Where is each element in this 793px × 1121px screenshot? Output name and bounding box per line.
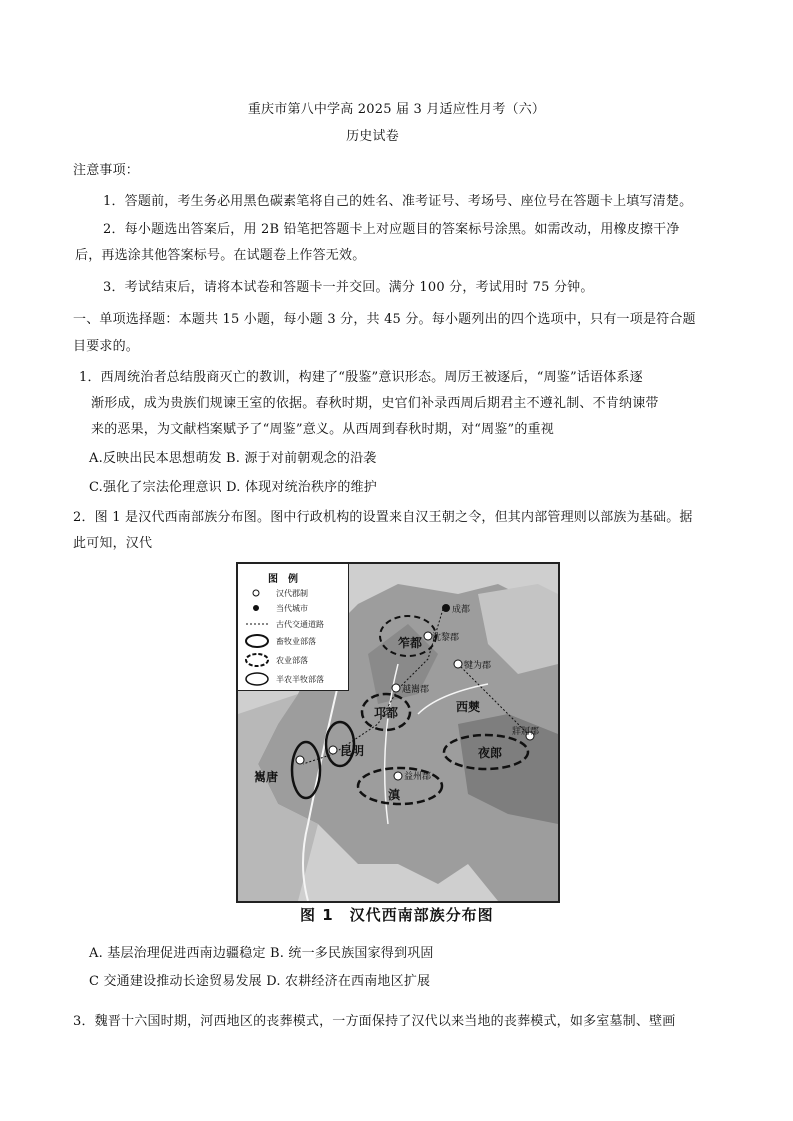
exam-title: 重庆市第八中学高 2025 届 3 月适应性月考（六） xyxy=(247,102,546,117)
label-dian: 滇 xyxy=(388,788,401,802)
kunming-marker xyxy=(329,746,337,754)
yizhou-marker xyxy=(394,772,402,780)
notice-item-2: 2．每小题选出答案后，用 2B 铅笔把答题卡上对应题目的答案标号涂黑。如需改动，用橡皮擦干净 xyxy=(103,222,680,237)
southwest-tribes-map xyxy=(236,562,560,903)
q2-stem-line-1: 2．图 1 是汉代西南部族分布图。图中行政机构的设置来自汉王朝之令，但其内部管理则以部族为基础。据 xyxy=(73,510,693,525)
label-kunming: 昆明 xyxy=(340,744,365,758)
notice-item-1: 1．答题前，考生务必用黑色碳素笔将自己的姓名、准考证号、考场号、座位号在答题卡上填写清楚。 xyxy=(103,194,693,209)
shenli-marker xyxy=(424,632,432,640)
q1-stem-line-1: 1．西周统治者总结殷商灭亡的教训，构建了“殷鉴”意识形态。周厉王被逐后，“周鉴”话语体系逐 xyxy=(79,370,643,385)
label-shenli: 沈黎郡 xyxy=(432,633,460,643)
label-chengdu: 成都 xyxy=(452,605,471,615)
label-zuodu: 笮都 xyxy=(398,636,423,650)
label-yizhou: 益州郡 xyxy=(404,772,432,782)
label-yuexi: 越巂郡 xyxy=(402,685,430,695)
label-qianwei: 犍为郡 xyxy=(464,661,492,671)
legend-item-4: 畜牧业部落 xyxy=(276,637,316,646)
q2-options-cd: C 交通建设推动长途贸易发展 D. 农耕经济在西南地区扩展 xyxy=(89,974,431,989)
section-instruction-cont: 目要求的。 xyxy=(73,339,140,354)
q2-stem-line-2: 此可知，汉代 xyxy=(73,536,153,551)
section-instruction: 一、单项选择题：本题共 15 小题，每小题 3 分，共 45 分。每小题列出的四个选项中，只有一项是符合题 xyxy=(73,312,696,327)
notice-item-2-cont: 后，再选涂其他答案标号。在试题卷上作答无效。 xyxy=(75,248,366,263)
legend-item-1: 汉代郡制 xyxy=(276,589,308,598)
label-qiongdu: 邛都 xyxy=(374,706,399,720)
yuexi-marker xyxy=(392,684,400,692)
map-legend xyxy=(238,564,349,691)
q1-stem-line-2: 渐形成，成为贵族们规谏王室的依据。春秋时期，史官们补录西周后期君主不遵礼制、不肯纳谏带 xyxy=(91,396,659,411)
q1-options-ab: A.反映出民本思想萌发 B. 源于对前朝观念的沿袭 xyxy=(89,451,377,466)
label-suitang: 嶲唐 xyxy=(254,770,279,784)
suitang-marker xyxy=(296,756,304,764)
legend-title: 图 例 xyxy=(268,574,298,585)
chengdu-city-marker xyxy=(442,604,450,612)
legend-item-2: 当代城市 xyxy=(276,604,308,613)
notice-item-3: 3．考试结束后，请将本试卷和答题卡一并交回。满分 100 分，考试用时 75 分钟。 xyxy=(103,280,594,295)
q1-options-cd: C.强化了宗法伦理意识 D. 体现对统治秩序的维护 xyxy=(89,480,377,495)
exam-subtitle: 历史试卷 xyxy=(346,129,399,144)
label-zangke: 牂牁郡 xyxy=(512,727,540,737)
q1-stem-line-3: 来的恶果，为文献档案赋予了“周鉴”意义。从西周到春秋时期，对“周鉴”的重视 xyxy=(91,422,554,437)
qianwei-marker xyxy=(454,660,462,668)
figure-caption: 图 1 汉代西南部族分布图 xyxy=(300,906,494,924)
legend-item-5: 农业部落 xyxy=(276,656,308,665)
q3-stem-line-1: 3．魏晋十六国时期，河西地区的丧葬模式，一方面保持了汉代以来当地的丧葬模式，如多室墓制、壁画 xyxy=(73,1014,676,1029)
legend-item-6: 半农半牧部落 xyxy=(276,675,324,684)
label-yelang: 夜郎 xyxy=(478,746,503,760)
legend-item-3: 古代交通道路 xyxy=(276,620,324,629)
q2-options-ab: A. 基层治理促进西南边疆稳定 B. 统一多民族国家得到巩固 xyxy=(89,946,434,961)
label-xibo: 西僰 xyxy=(456,700,481,714)
notice-heading: 注意事项： xyxy=(73,163,140,178)
